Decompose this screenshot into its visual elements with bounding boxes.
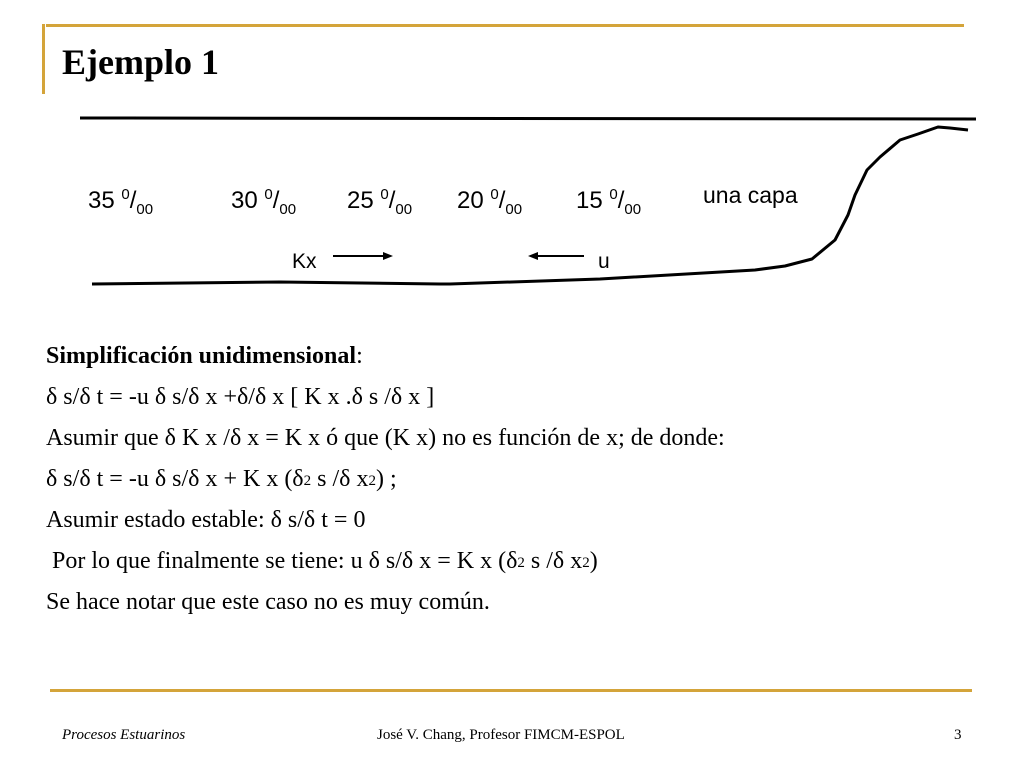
salinity-label-30: 30 $^0/_{00}$ (231, 186, 297, 218)
body-heading: Simplificación unidimensional (46, 343, 357, 369)
equation-1: δ s/δ t = -u δ s/δ x +δ/δ x [ K x .δ s /δ x ] (46, 384, 435, 410)
footer-left: Procesos Estuarinos (62, 727, 186, 743)
u-label: u (598, 250, 610, 273)
steady-state-line: Asumir estado estable: δ s/δ t = 0 (46, 507, 366, 533)
estuary-bed-line (92, 127, 968, 284)
slide-body (46, 336, 976, 623)
frame-top-rule (46, 24, 964, 27)
layer-label: una capa (703, 182, 798, 208)
salinity-label-25: 25 $^0/_{00}$ (347, 186, 413, 218)
equation-2: δ s/δ t = -u δ s/δ x + K x ($\delta^2$ s /δ $x^2$) ; (46, 466, 397, 492)
water-surface-line (80, 118, 976, 119)
note-line: Se hace notar que este caso no es muy común. (46, 589, 490, 615)
u-arrow (528, 252, 584, 260)
frame-left-rule (42, 24, 45, 94)
assumption-line: Asumir que δ K x /δ x = K x ó que (K x) no es función de x; de donde: (46, 425, 725, 451)
salinity-label-20: 20 $^0/_{00}$ (457, 186, 523, 218)
kx-label: Kx (292, 250, 317, 273)
salinity-label-15: 15 $^0/_{00}$ (576, 186, 642, 218)
footer-author: José V. Chang, Profesor FIMCM-ESPOL (377, 727, 625, 743)
slide-title: Ejemplo 1 (62, 42, 219, 82)
salinity-label-35: 35 $^0/_{00}$ (88, 186, 154, 218)
final-equation-line: Por lo que finalmente se tiene: u δ s/δ x = K x ($\delta^2$ s /δ $x^2$) (46, 548, 598, 574)
kx-arrow (333, 252, 393, 260)
page-number: 3 (954, 727, 962, 743)
body-heading-line: Simplificación unidimensional: (46, 343, 363, 369)
frame-bottom-rule (50, 689, 972, 692)
